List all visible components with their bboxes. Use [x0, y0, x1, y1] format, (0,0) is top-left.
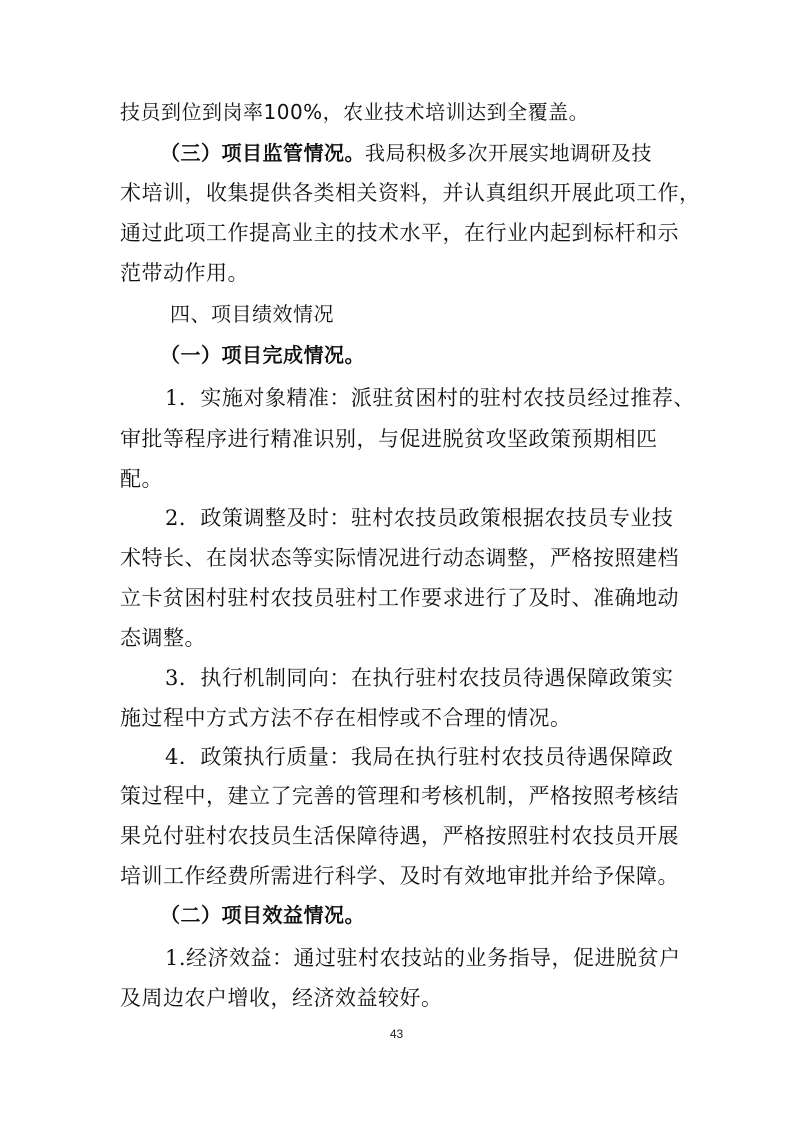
- text-line: 立卡贫困村驻村农技员驻村工作要求进行了及时、准确地动: [120, 586, 679, 610]
- section-heading: 四、项目绩效情况: [170, 302, 334, 327]
- section-heading: （一）项目完成情况。: [160, 343, 365, 367]
- text-line: 1.经济效益：通过驻村农技站的业务指导，促进脱贫户: [165, 946, 681, 971]
- text-line: 1．实施对象精准：派驻贫困村的驻村农技员经过推荐、: [165, 386, 695, 410]
- text-line: 我局积极多次开展实地调研及技: [365, 140, 652, 165]
- text-line: 4．政策执行质量：我局在执行驻村农技员待遇保障政: [165, 744, 674, 769]
- text-line: 施过程中方式方法不存在相悖或不合理的情况。: [120, 705, 572, 730]
- text-line: 培训工作经费所需进行科学、及时有效地审批并给予保障。: [120, 864, 679, 889]
- text-line: 通过此项工作提高业主的技术水平，在行业内起到标杆和示: [120, 221, 679, 246]
- section-heading: （三）项目监管情况。: [160, 140, 365, 165]
- text-line: 果兑付驻村农技员生活保障待遇，严格按照驻村农技员开展: [120, 824, 679, 849]
- heading-line: [160, 139, 652, 167]
- text-line: 2．政策调整及时：驻村农技员政策根据农技员专业技: [165, 506, 674, 531]
- section-heading: （二）项目效益情况。: [160, 903, 365, 928]
- text-line: 策过程中，建立了完善的管理和考核机制，严格按照考核结: [120, 784, 679, 809]
- page-number: 43: [389, 1027, 404, 1041]
- text-line: 及周边农户增收，经济效益较好。: [120, 986, 443, 1010]
- text-line: 3．执行机制同向：在执行驻村农技员待遇保障政策实: [165, 665, 674, 690]
- text-line: 范带动作用。: [120, 260, 249, 285]
- text-line: 术培训，收集提供各类相关资料，并认真组织开展此项工作，: [120, 181, 701, 206]
- text-line: 技员到位到岗率100%，农业技术培训达到全覆盖。: [120, 100, 590, 124]
- text-line: 态调整。: [120, 625, 206, 650]
- text-line: 审批等程序进行精准识别，与促进脱贫攻坚政策预期相匹: [120, 426, 658, 451]
- text-line: 术特长、在岗状态等实际情况进行动态调整，严格按照建档: [120, 546, 679, 571]
- text-line: 配。: [120, 466, 163, 491]
